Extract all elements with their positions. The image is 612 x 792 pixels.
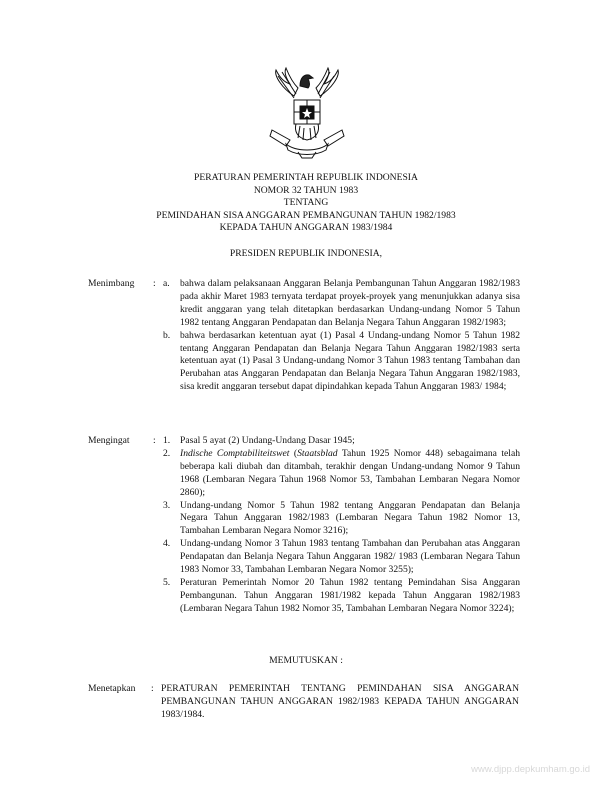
menimbang-section <box>88 278 528 394</box>
colon: : <box>153 278 156 289</box>
item-text: Undang-undang Nomor 3 Tahun 1983 tentang Tambahan dan Perubahan atas Anggaran Pendapatan dan Belanja Negara Tahun Anggaran 1982/ 1983 (Lembaran Negara Tahun 1983 Nomor 33, Tambahan Lembaran Negara Nomor 3255); <box>180 538 520 576</box>
watermark: www.djpp.depkumham.go.id <box>471 764 590 775</box>
text-fragment: Tahun 1925 Nomor 448) sebagaimana telah beberapa kali diubah dan ditambah, terakhir dengan Undang-undang Nomor 9 Tahun 1968 (Lembaran Negara Tahun 1968 Nomor 53, Tambahan Lembaran Negara Nomor 2860); <box>180 447 521 498</box>
item-number: 4. <box>163 538 171 550</box>
item-text <box>180 448 520 500</box>
document-title <box>0 172 612 235</box>
italic-term: Staatsblad <box>297 447 338 459</box>
mengingat-section <box>88 435 528 616</box>
title-line: NOMOR 32 TAHUN 1983 <box>253 184 359 196</box>
title-line: PERATURAN PEMERINTAH REPUBLIK INDONESIA <box>194 172 418 183</box>
item-text: Peraturan Pemerintah Nomor 20 Tahun 1982 tentang Pemindahan Sisa Anggaran Pembangunan. Tahun Anggaran 1981/1982 kepada Tahun Anggaran 1982/1983 (Lembaran Negara Tahun 1982 Nomor 35, Tambahan Lembaran Negara Nomor 3224); <box>180 576 520 614</box>
item-text: Pasal 5 ayat (2) Undang-Undang Dasar 1945; <box>180 435 355 446</box>
text-fragment: ( <box>289 447 298 459</box>
preamble: PRESIDEN REPUBLIK INDONESIA, <box>229 248 383 259</box>
section-label: Menimbang <box>88 278 135 289</box>
title-line: PEMINDAHAN SISA ANGGARAN PEMBANGUNAN TAHUN 1982/1983 <box>156 209 456 221</box>
item-text: bahwa dalam pelaksanaan Anggaran Belanja Pembangunan Tahun Anggaran 1982/1983 pada akhir Maret 1983 ternyata terdapat proyek-proyek yang menunjukkan adanya sisa kredit anggaran yang telah ditetapkan berdasarkan Undang-undang Nomor 5 Tahun 1982 tentang Anggaran Pendapatan dan Belanja Negara Tahun Anggaran 1982/1983; <box>180 278 520 328</box>
italic-term: Indische Comptabiliteitswet <box>180 447 290 459</box>
title-line: TENTANG <box>283 197 329 208</box>
colon: : <box>153 435 156 446</box>
colon: : <box>151 683 154 694</box>
item-number: 5. <box>163 576 171 588</box>
garuda-emblem-icon <box>264 66 350 160</box>
item-number: 1. <box>163 435 171 446</box>
item-number: 2. <box>163 447 171 459</box>
item-number: a. <box>163 278 170 289</box>
item-text: Undang-undang Nomor 5 Tahun 1982 tentang Anggaran Pendapatan dan Belanja Negara Tahun Anggaran 1982/1983 (Lembaran Negara Tahun 1982 Nomor 13, Tambahan Lembaran Negara Nomor 3216); <box>180 499 520 537</box>
item-number: b. <box>163 329 171 341</box>
menetapkan-section <box>88 683 528 722</box>
memutuskan-heading: MEMUTUSKAN : <box>269 655 343 666</box>
item-number: 3. <box>163 499 171 511</box>
decision-text: PERATURAN PEMERINTAH TENTANG PEMINDAHAN SISA ANGGARAN PEMBANGUNAN TAHUN ANGGARAN 1982/1983 KEPADA TAHUN ANGGARAN 1983/1984. <box>161 683 519 720</box>
section-label: Menetapkan <box>88 683 136 694</box>
title-line: KEPADA TAHUN ANGGARAN 1983/1984 <box>219 222 393 233</box>
section-label: Mengingat <box>88 435 130 446</box>
item-text: bahwa berdasarkan ketentuan ayat (1) Pasal 4 Undang-undang Nomor 5 Tahun 1982 tentang Anggaran Pendapatan dan Belanja Negara Tahun Anggaran 1982/1983 serta ketentuan ayat (1) Pasal 3 Undang-undang Nomor 3 Tahun 1983 tentang Tambahan dan Perubahan atas Anggaran Pendapatan dan Belanja Negara Tahun Anggaran 1982/1983, sisa kredit anggaran tersebut dapat dipindahkan kepada Tahun Anggaran 1983/ 1984; <box>180 329 520 393</box>
